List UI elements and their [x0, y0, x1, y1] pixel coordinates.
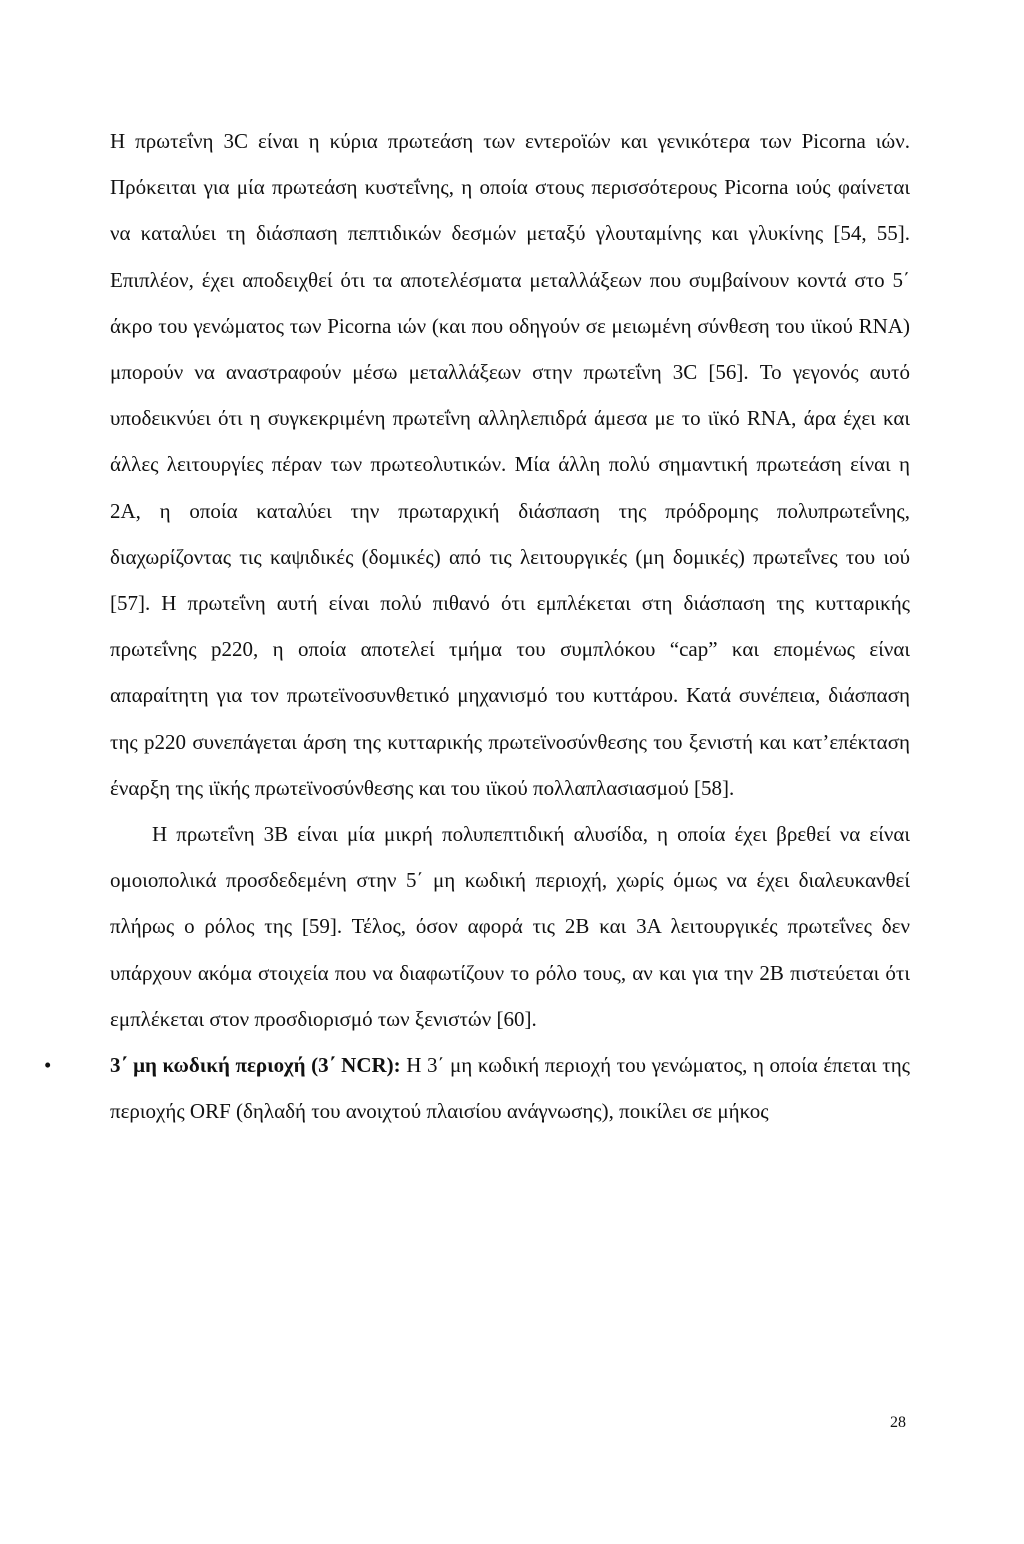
bullet-heading: 3΄ μη κωδική περιοχή (3΄ NCR):: [110, 1053, 401, 1078]
bullet-text: Η 3΄ μη κωδική περιοχή του γενώματος, η οποία έπεται της περιοχής ORF (δηλαδή του ανοιχτού πλαισίου ανάγνωσης), ποικίλει σε μήκος: [110, 1053, 910, 1124]
paragraph-3b-protein: Η πρωτεΐνη 3B είναι μία μικρή πολυπεπτιδική αλυσίδα, η οποία έχει βρεθεί να είναι ομοιοπολικά προσδεδεμένη στην 5΄ μη κωδική περιοχή, χωρίς όμως να έχει διαλευκανθεί πλήρως ο ρόλος της [59]. Τέλος, όσον αφορά τις 2B και 3A λειτουργικές πρωτεΐνες δεν υπάρχουν ακόμα στοιχεία που να διαφωτίζουν το ρόλο τους, αν και για την 2B πιστεύεται ότι εμπλέκεται στον προσδιορισμό των ξενιστών [60].: [110, 822, 910, 1031]
page-number: 28: [890, 1414, 906, 1431]
document-page: [44, 118, 910, 1134]
paragraph-3c-protease: Η πρωτεΐνη 3C είναι η κύρια πρωτεάση των εντεροϊών και γενικότερα των Picorna ιών. Πρόκειται για μία πρωτεάση κυστεΐνης, η οποία στους περισσότερους Picorna ιούς φαίνεται να καταλύει τη διάσπαση πεπτιδικών δεσμών μεταξύ γλουταμίνης και γλυκίνης [54, 55]. Επιπλέον, έχει αποδειχθεί ότι τα αποτελέσματα μεταλλάξεων που συμβαίνουν κοντά στο 5΄ άκρο του γενώματος των Picorna ιών (και που οδηγούν σε μειωμένη σύνθεση του ιϊκού RNA) μπορούν να αναστραφούν μέσω μεταλλάξεων στην πρωτεΐνη 3C [56]. Το γεγονός αυτό υποδεικνύει ότι η συγκεκριμένη πρωτεΐνη αλληλεπιδρά άμεσα με το ιϊκό RNA, άρα έχει και άλλες λειτουργίες πέραν των πρωτεολυτικών. Μία άλλη πολύ σημαντική πρωτεάση είναι η 2A, η οποία καταλύει την πρωταρχική διάσπαση της πρόδρομης πολυπρωτεΐνης, διαχωρίζοντας τις καψιδικές (δομικές) από τις λειτουργικές (μη δομικές) πρωτεΐνες του ιού [57]. Η πρωτεΐνη αυτή είναι πολύ πιθανό ότι εμπλέκεται στη διάσπαση της κυτταρικής πρωτεΐνης p220, η οποία αποτελεί τμήμα του συμπλόκου “cap” και επομένως είναι απαραίτητη για τον πρωτεϊνοσυνθετικό μηχανισμό του κυττάρου. Κατά συνέπεια, διάσπαση της p220 συνεπάγεται άρση της κυτταρικής πρωτεϊνοσύνθεσης του ξενιστή και κατ’επέκταση έναρξη της ιϊκής πρωτεϊνοσύνθεσης και του ιϊκού πολλαπλασιασμού [58].: [110, 129, 910, 800]
bullet-icon: •: [44, 1053, 52, 1078]
bullet-list: [44, 1042, 910, 1134]
bullet-item-3-ncr: [44, 1042, 910, 1134]
